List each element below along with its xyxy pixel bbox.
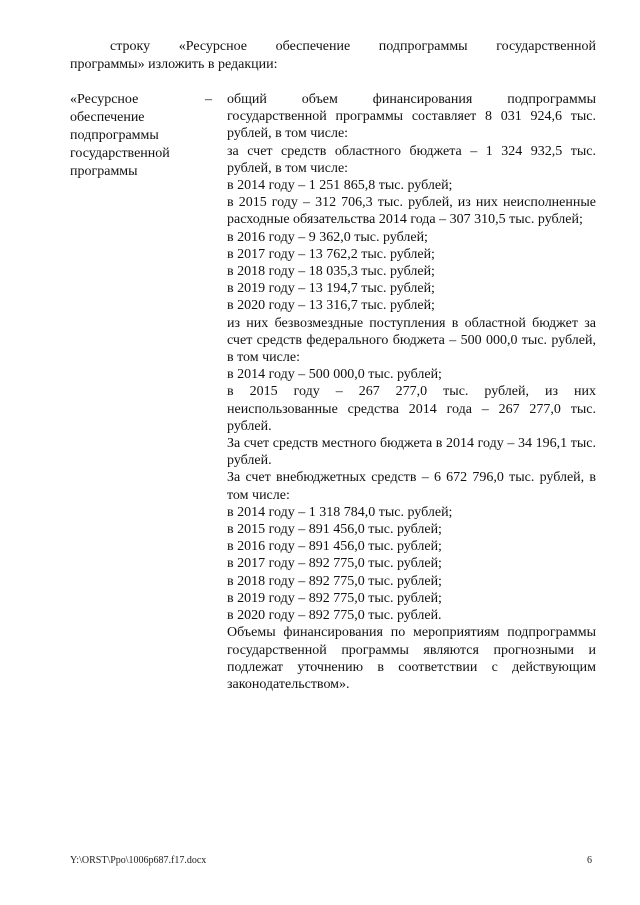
extrabudgetary-paragraph: За счет внебюджетных средств – 6 672 796,0 тыс. рублей, в том числе: [227,470,596,503]
intro-line-1: строку «Ресурсное обеспечение подпрограммы государственной [110,39,596,54]
regional-2018: в 2018 году – 18 035,3 тыс. рублей; [227,264,435,280]
separator-dash: – [205,92,212,107]
intro-paragraph [70,38,596,73]
extrabudgetary-2018: в 2018 году – 892 775,0 тыс. рублей; [227,573,442,589]
label-line-5: программы [70,164,138,179]
regional-2015: в 2015 году – 312 706,3 тыс. рублей, из них неисполненные расходные обязательства 2014 года – 307 310,5 тыс. рублей; [227,195,596,228]
resource-description [227,91,596,693]
label-line-3: подпрограммы [70,128,159,143]
extrabudgetary-2016: в 2016 году – 891 456,0 тыс. рублей; [227,539,442,555]
extrabudgetary-2015: в 2015 году – 891 456,0 тыс. рублей; [227,522,442,538]
resource-label [70,91,220,181]
federal-transfers-paragraph: из них безвозмездные поступления в областной бюджет за счет средств федерального бюджета – 500 000,0 тыс. рублей, в том числе: [227,315,596,366]
extrabudgetary-2017: в 2017 году – 892 775,0 тыс. рублей; [227,556,442,572]
regional-budget-paragraph: за счет средств областного бюджета – 1 324 932,5 тыс. рублей, в том числе: [227,143,596,176]
closing-paragraph: Объемы финансирования по мероприятиям подпрограммы государственной программы являются прогнозными и подлежат уточнению в соответствии с действующим законодательством». [227,625,596,692]
regional-2017: в 2017 году – 13 762,2 тыс. рублей; [227,246,435,262]
local-budget-paragraph: За счет средств местного бюджета в 2014 году – 34 196,1 тыс. рублей. [227,436,596,469]
extrabudgetary-2014: в 2014 году – 1 318 784,0 тыс. рублей; [227,504,453,520]
total-funding-paragraph: общий объем финансирования подпрограммы государственной программы составляет 8 031 924,6 тыс. рублей, в том числе: [227,92,596,142]
label-line-2: обеспечение [70,110,145,125]
intro-line-2: программы» изложить в редакции: [70,56,278,72]
extrabudgetary-2020: в 2020 году – 892 775,0 тыс. рублей. [227,608,442,624]
federal-2014: в 2014 году – 500 000,0 тыс. рублей; [227,367,442,383]
page-number: 6 [587,855,592,866]
extrabudgetary-2019: в 2019 году – 892 775,0 тыс. рублей; [227,590,442,606]
federal-2015: в 2015 году – 267 277,0 тыс. рублей, из них неиспользованные средства 2014 года – 267 277,0 тыс. рублей. [227,384,596,434]
regional-2014: в 2014 году – 1 251 865,8 тыс. рублей; [227,178,453,194]
label-line-4: государственной [70,146,170,161]
regional-2019: в 2019 году – 13 194,7 тыс. рублей; [227,281,435,297]
regional-2016: в 2016 году – 9 362,0 тыс. рублей; [227,229,428,245]
label-line-1: «Ресурсное [70,92,139,107]
footer-file-path: Y:\ORST\Ppo\1006p687.f17.docx [70,855,207,866]
regional-2020: в 2020 году – 13 316,7 тыс. рублей; [227,298,435,314]
